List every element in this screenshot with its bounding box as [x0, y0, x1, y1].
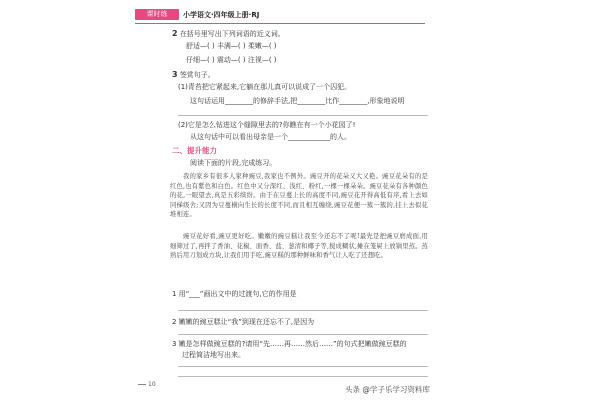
page-header	[135, 8, 425, 26]
task-1: 1 用“___”画出文中的过渡句,它的作用是	[172, 290, 297, 298]
page-number: 10	[148, 381, 156, 388]
synonym-row-2: 仔细—( ) 震动—( ) 注视—( )	[186, 56, 277, 64]
book-title: 小学语文·四年级上册·RJ	[183, 11, 260, 19]
section-instruction: 阅读下面的片段,完成练习。	[190, 159, 277, 167]
question-number: 2	[172, 29, 178, 38]
task-2: 2 嫩嫩的豌豆糕让“我”到现在还忘不了,是因为	[172, 318, 315, 326]
synonym-row-1: 舒适—( ) 丰满—( ) 柔嫩—( )	[186, 42, 277, 50]
question-text: 在括号里写出下列词语的近义词。	[179, 30, 285, 38]
sentence-2-fill: 从这句话中可以看出母亲是一个____________的人。	[190, 133, 351, 141]
task-3-cont: 过程简洁地写出来。	[182, 351, 245, 359]
answer-line	[178, 115, 428, 116]
task-3: 3 嫩是怎样做豌豆糕的?请用“先……再……然后……”的句式把嫩做豌豆糕的	[172, 340, 407, 348]
sentence-1: (1)青苔把它紧起来,它躺在那儿真可以说成了一个囚犯。	[178, 83, 352, 91]
answer-line	[178, 310, 428, 311]
header-divider	[135, 23, 425, 24]
answer-line	[178, 366, 428, 367]
section-title: 二、提升能力	[172, 146, 217, 155]
lesson-tag: 课时练	[135, 9, 179, 20]
reading-passage-2: 豌豆花好看,豌豆更好吃。嫩嫩的豌豆糕让我至今还忘不了呢!最先是把豌豆磨成面,用细筛过了,再拌了香油、花椒、面香、盐、葱清和椰子等,搅成糊状,摊在笼屉上放锅里蒸。蒸熟后用刀划成方块,让我们用手吃,豌豆糕的那种鲜味和香气让人吃了还想吃。	[170, 233, 428, 260]
reading-passage-1: 我的家乡有很多人家种豌豆,我家也不例外。豌豆开的花朵又大又艳。豌豆花朵有的是红色,也有紫色和白色。红色中又分深红、浅红、粉红,一棵一棵朵朵。豌豆花朵有各种颜色的花,一眼望去,真是五彩缤纷。由于在豆蔓上长的高度不同,豌豆花开得高低有序,看上去如同梯级舍;又因为豆蔓横向生长的长度不同,而且相互缠绕,豌豆花便一簇一簇的,挂上去似花堆相连。	[170, 173, 428, 219]
answer-line	[178, 334, 428, 335]
question-2	[172, 29, 285, 39]
question-text: 签赏句子。	[179, 71, 215, 79]
watermark: 头条 @学子乐学习资料库	[345, 385, 430, 394]
sentence-1-fill: 这句话运用________的修辞手法,把________比作________,形象地说明	[190, 97, 405, 105]
footer-dash	[138, 384, 146, 385]
answer-line	[178, 376, 428, 377]
sentence-2: (2)它是怎么钻进这个缝隙里去的?你瞧在有一个小花园了!	[178, 121, 356, 129]
question-number: 3	[172, 70, 178, 79]
question-3	[172, 70, 215, 80]
